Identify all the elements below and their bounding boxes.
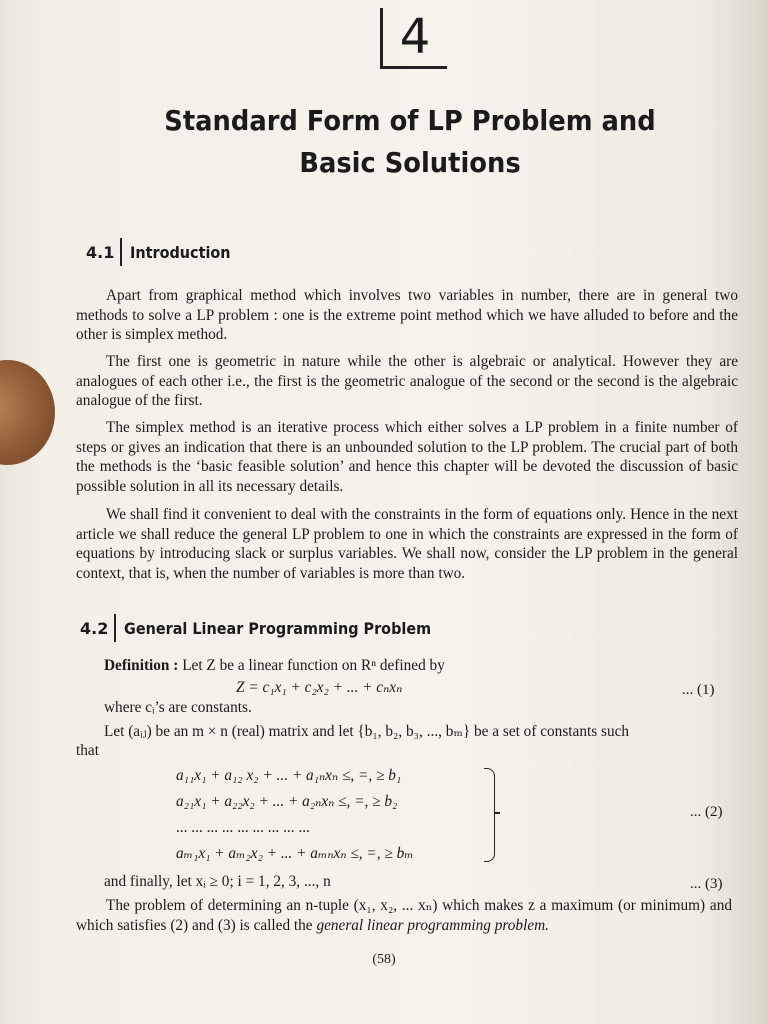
intro-paragraph-2: The first one is geometric in nature while the other is algebraic or analytical. However they are analogues of each other i.e., the first is the geometric analogue of the second or the second is the algebraic analogue of the first. [76,353,738,409]
section-heading-4-2 [80,614,466,642]
chapter-title-line-1: Standard Form of LP Problem and [164,104,656,137]
chapter-number: 4 [380,8,447,69]
section-divider [114,614,116,642]
section-number: 4.1 [86,242,115,262]
constraint-row-m: aₘ₁x₁ + aₘ₂x₂ + ... + aₘₙxₙ ≤, =, ≥ bₘ [176,845,414,862]
equation-number-1: ... (1) [682,682,715,698]
page-number: (58) [372,952,396,967]
chapter-title [152,100,667,184]
intro-paragraph-1: Apart from graphical method which involves two variables in number, there are in general two methods to solve a LP problem : one is the extreme point method which we have alluded to before and the other is simplex method. [76,287,738,343]
constraint-row-ellipsis: ... ... ... ... ... ... ... ... ... [176,819,310,836]
equation-number-3: ... (3) [690,876,723,892]
section-divider [120,238,122,266]
constraints-brace [484,768,495,862]
objective-function: Z = c₁x₁ + c₂x₂ + ... + cₙxₙ [236,679,403,696]
constraints-brace-tip [494,812,500,814]
thumb-shadow [0,360,55,465]
let-line: Let (aᵢⱼ) be an m × n (real) matrix and let {b₁, b₂, b₃, ..., bₘ} be a set of constants such [104,723,630,740]
nonnegativity-line: and finally, let xᵢ ≥ 0; i = 1, 2, 3, ..., n [104,873,331,890]
constraint-row-2: a₂₁x₁ + a₂₂x₂ + ... + a₂ₙxₙ ≤, =, ≥ b₂ [176,793,398,810]
section-title: Introduction [130,242,231,262]
equation-number-2: ... (2) [690,804,723,820]
section-title: General Linear Programming Problem [124,618,432,638]
chapter-title-line-2: Basic Solutions [299,146,521,179]
section-heading-4-1 [86,238,242,266]
definition-text: Let Z be a linear function on Rⁿ defined by [182,657,445,674]
section-number: 4.2 [80,618,109,638]
where-line: where cᵢ’s are constants. [104,699,252,716]
intro-paragraph-3: The simplex method is an iterative process which either solves a LP problem in a finite number of steps or gives an indication that there is an unbounded solution to the LP problem. The crucial part of both the methods is the ‘basic feasible solution’ and hence this chapter will be devoted the discussion of basic possible solution in all its necessary details. [76,419,738,495]
definition-line [104,656,445,676]
definition-label: Definition : [104,657,179,674]
closing-italic: general linear programming problem. [316,916,549,934]
closing-paragraph: The problem of determining an n-tuple (x₁, x₂, ... xₙ) which makes z a maximum (or minimum) and which satisfies (2) and (3) is called the general linear programming problem. [76,897,732,934]
constraint-row-1: a₁₁x₁ + a₁₂ x₂ + ... + a₁ₙxₙ ≤, =, ≥ b₁ [176,767,402,784]
that-line: that [76,742,99,759]
intro-paragraph-4: We shall find it convenient to deal with the constraints in the form of equations only. Hence in the next article we shall reduce the general LP problem to one in which the constraints are expressed in the form of equations by introducing slack or surplus variables. We shall now, consider the LP problem in the general context, that is, when the number of variables is more than two. [76,506,738,582]
